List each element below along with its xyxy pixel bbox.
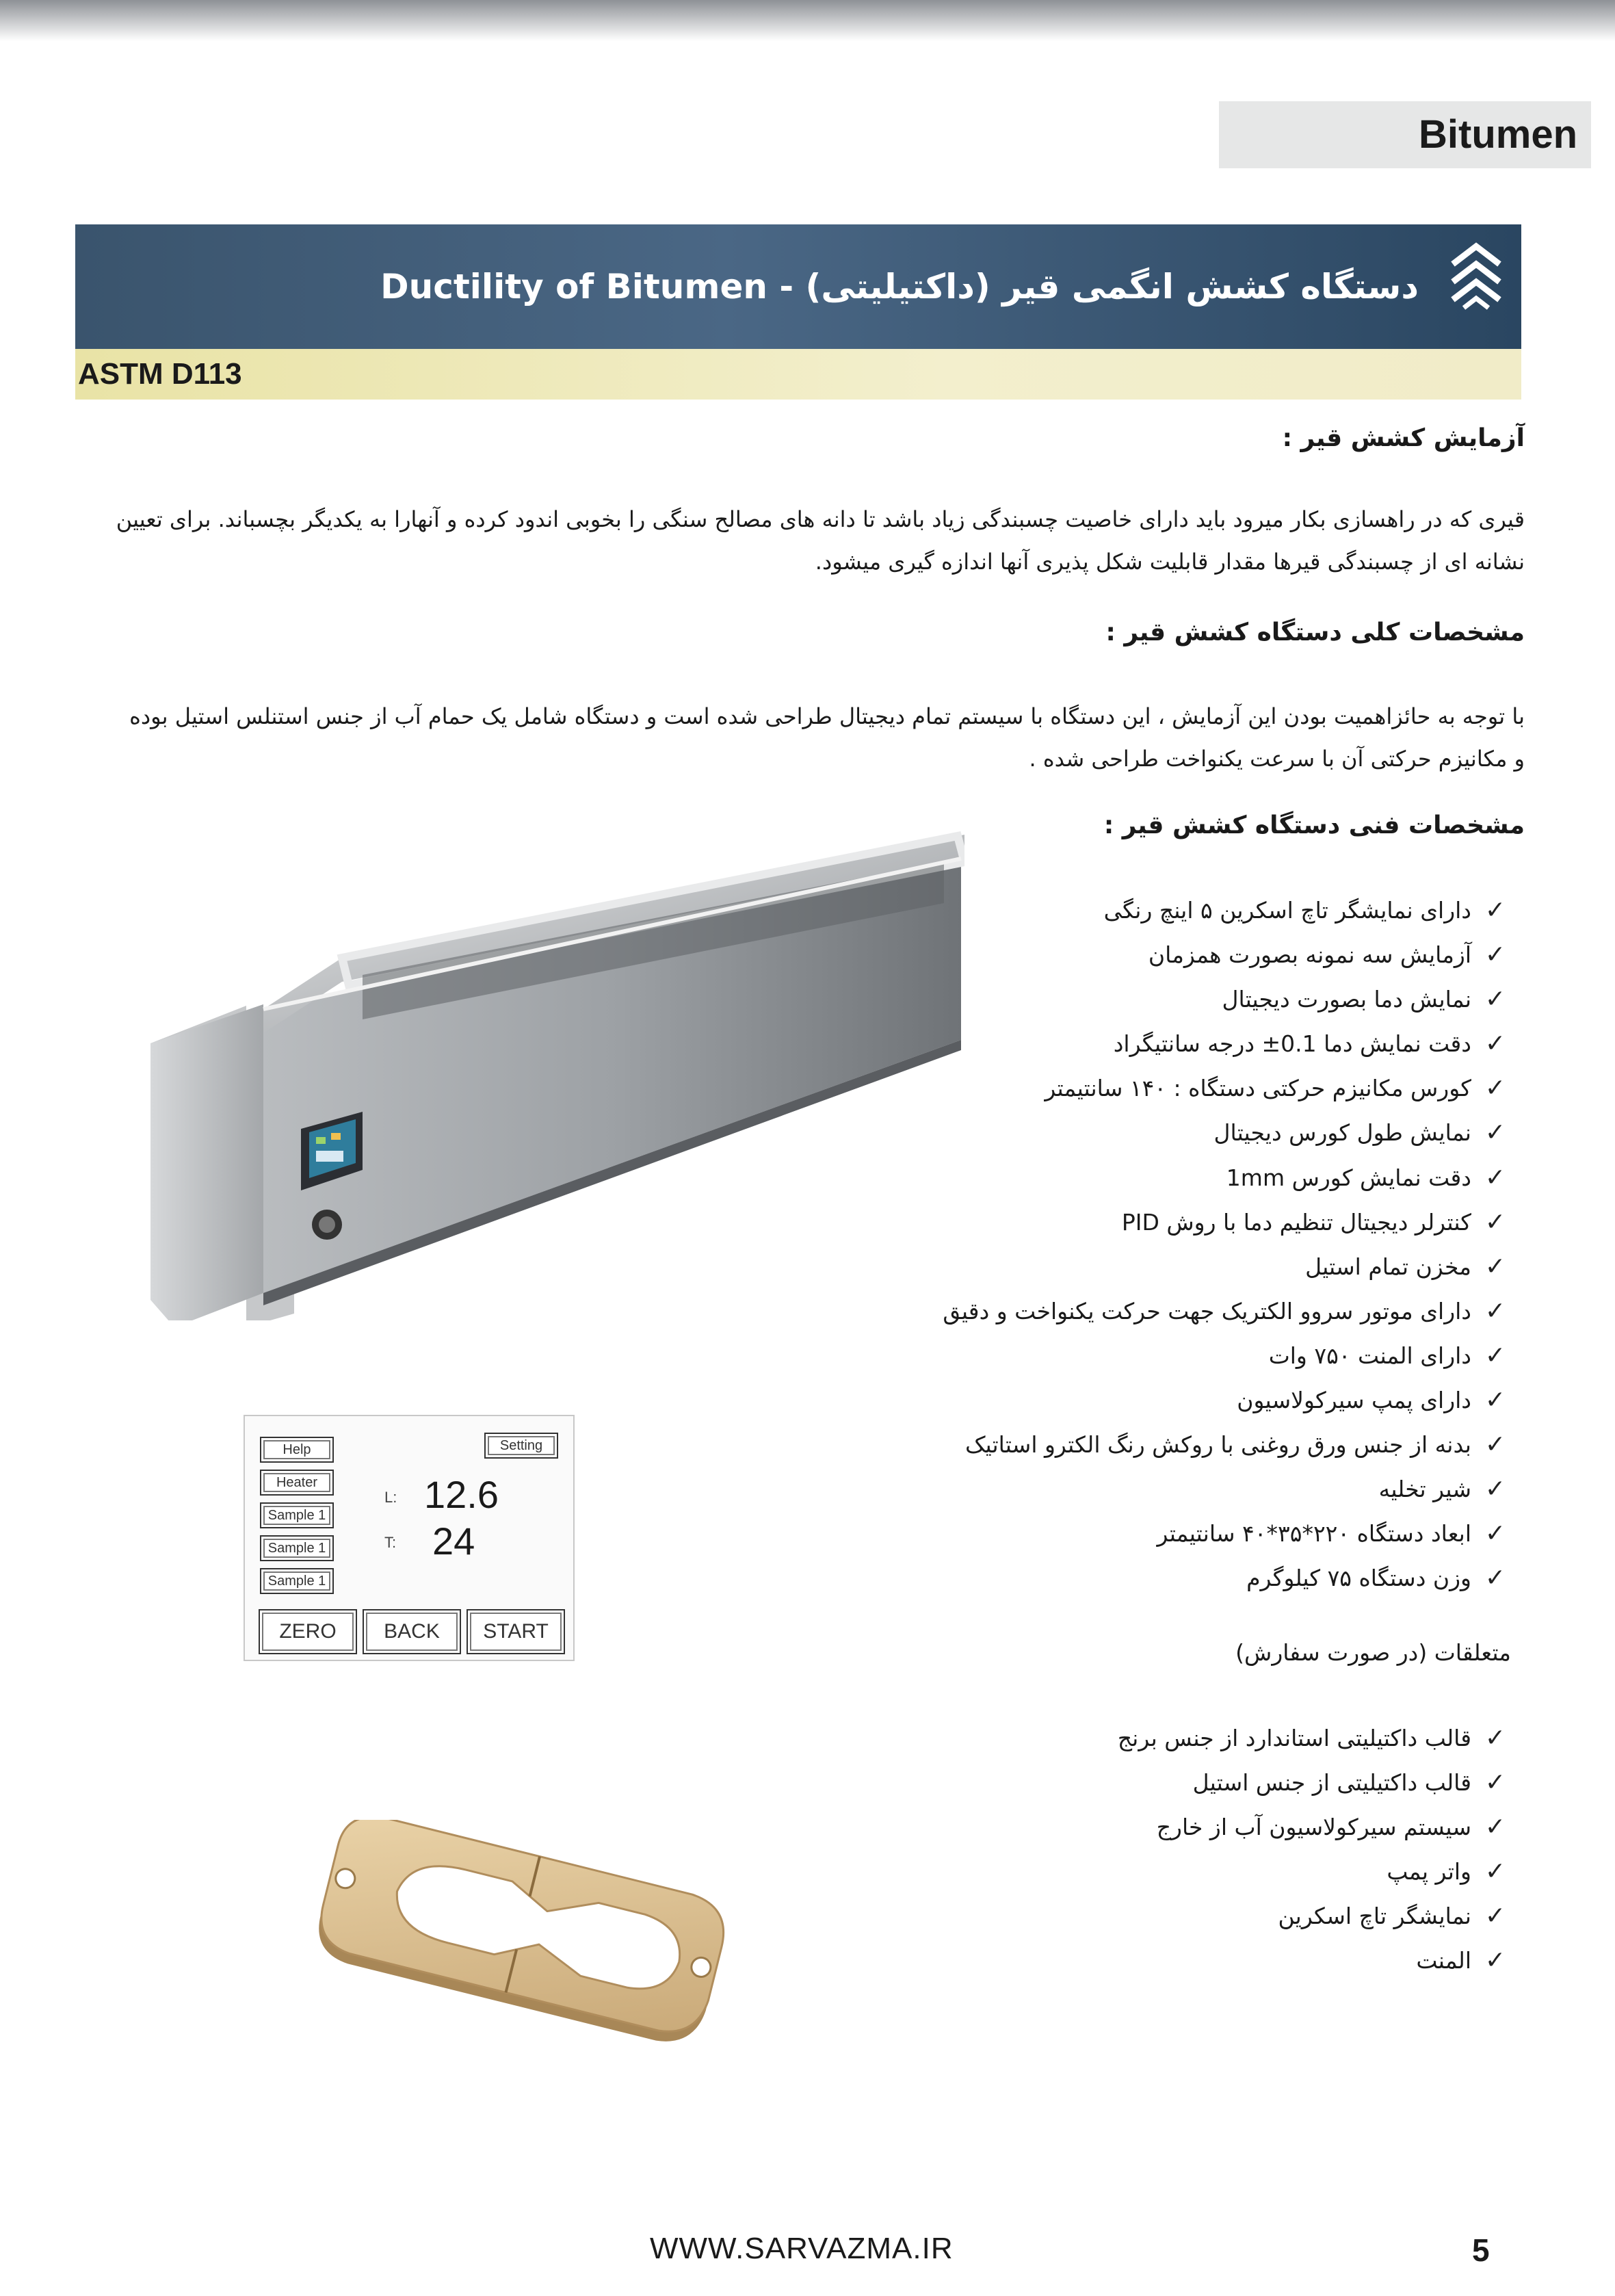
page-number: 5 [1472, 2232, 1490, 2268]
check-icon: ✓ [1484, 1857, 1506, 1886]
list-item: ✓دارای نمایشگر تاچ اسکرین ۵ اینچ رنگی [904, 888, 1519, 932]
start-button[interactable]: START [467, 1609, 565, 1654]
check-icon: ✓ [1484, 1902, 1506, 1931]
title-band [75, 224, 1521, 349]
check-icon: ✓ [1484, 896, 1506, 924]
check-icon: ✓ [1484, 1724, 1506, 1752]
list-item: ✓دارای موتور سروو الکتریک جهت حرکت یکنواخت و دقیق [904, 1289, 1519, 1333]
check-icon: ✓ [1484, 1386, 1506, 1415]
list-item: ✓ابعاد دستگاه ۲۲۰*۳۵*۴۰ سانتیمتر [904, 1511, 1519, 1556]
check-icon: ✓ [1484, 1296, 1506, 1325]
section-text-test: قیری که در راهسازی بکار میرود باید دارای خاصیت چسبندگی زیاد باشد تا دانه های مصالح سنگی را بخوبی اندود کرده و آنهارا به یکدیگر بچسباند. برای تعیین نشانه ای از چسبندگی قیرها مقدار قابلیت شکل پذیری آنها اندازه گیری میشود. [116, 506, 1525, 575]
check-icon: ✓ [1484, 1074, 1506, 1103]
chevron-stack-logo-icon [1443, 237, 1509, 319]
list-item: ✓وزن دستگاه ۷۵ کیلوگرم [904, 1556, 1519, 1600]
list-item: ✓المنت [904, 1938, 1519, 1983]
category-label: Bitumen [1219, 101, 1591, 168]
check-icon: ✓ [1484, 1564, 1506, 1593]
check-icon: ✓ [1484, 985, 1506, 1014]
help-button[interactable]: Help [260, 1437, 334, 1463]
check-icon: ✓ [1484, 1431, 1506, 1459]
check-icon: ✓ [1484, 1030, 1506, 1058]
list-item: ✓دقت نمایش دما 0.1± درجه سانتیگراد [904, 1021, 1519, 1066]
check-icon: ✓ [1484, 1208, 1506, 1236]
length-label: L: [384, 1489, 397, 1506]
list-item: ✓دارای پمپ سیرکولاسیون [904, 1378, 1519, 1422]
check-icon: ✓ [1484, 1252, 1506, 1281]
sample-2-button[interactable]: Sample 1 [260, 1535, 334, 1561]
list-item: ✓قالب داکتیلیتی از جنس استیل [904, 1760, 1519, 1805]
section-heading-general: مشخصات کلی دستگاه کشش قیر : [1105, 618, 1525, 647]
accessories-list [904, 1716, 1519, 1983]
check-icon: ✓ [1484, 1119, 1506, 1147]
check-icon: ✓ [1484, 1341, 1506, 1370]
temperature-label: T: [384, 1534, 397, 1551]
sample-1-button[interactable]: Sample 1 [260, 1502, 334, 1528]
list-item: ✓بدنه از جنس ورق روغنی با روکش رنگ الکترو استاتیک [904, 1422, 1519, 1467]
heater-button[interactable]: Heater [260, 1470, 334, 1496]
check-icon: ✓ [1484, 1813, 1506, 1842]
temperature-value: 24 [432, 1519, 475, 1563]
page-title: دستگاه کشش انگمی قیر (داکتیلیتی) - Ductility of Bitumen [380, 267, 1419, 306]
check-icon: ✓ [1484, 1163, 1506, 1192]
page-top-shadow [0, 0, 1615, 41]
list-item: ✓کنترلر دیجیتال تنظیم دما با روش PID [904, 1200, 1519, 1244]
section-text-general: با توجه به حائزاهمیت بودن این آزمایش ، این دستگاه با سیستم تمام دیجیتال طراحی شده است و دستگاه شامل یک حمام آب از جنس استنلس استیل بوده و مکانیزم حرکتی آن با سرعت یکنواخت طراحی شده . [129, 703, 1525, 772]
list-item: ✓واتر پمپ [904, 1849, 1519, 1894]
section-heading-test: آزمایش کشش قیر : [1282, 424, 1525, 452]
check-icon: ✓ [1484, 941, 1506, 969]
list-item: ✓نمایش دما بصورت دیجیتال [904, 977, 1519, 1021]
standard-band [75, 349, 1521, 400]
accessories-heading: متعلقات (در صورت سفارش) [1235, 1639, 1511, 1666]
list-item: ✓کورس مکانیزم حرکتی دستگاه : ۱۴۰ سانتیمتر [904, 1066, 1519, 1110]
list-item: ✓آزمایش سه نمونه بصورت همزمان [904, 932, 1519, 977]
back-button[interactable]: BACK [363, 1609, 461, 1654]
ductility-machine-photo [137, 821, 964, 1320]
list-item: ✓قالب داکتیلیتی استاندارد از جنس برنج [904, 1716, 1519, 1760]
list-item: ✓دقت نمایش کورس 1mm [904, 1156, 1519, 1200]
list-item: ✓نمایشگر تاچ اسکرین [904, 1894, 1519, 1938]
check-icon: ✓ [1484, 1519, 1506, 1548]
standard-code: ASTM D113 [78, 357, 242, 391]
check-icon: ✓ [1484, 1475, 1506, 1504]
setting-button[interactable]: Setting [484, 1433, 558, 1459]
zero-button[interactable]: ZERO [259, 1609, 357, 1654]
list-item: ✓مخزن تمام استیل [904, 1244, 1519, 1289]
list-item: ✓دارای المنت ۷۵۰ وات [904, 1333, 1519, 1378]
check-icon: ✓ [1484, 1769, 1506, 1797]
length-value: 12.6 [424, 1473, 499, 1516]
ductility-mold-photo [294, 1820, 746, 2052]
footer-website[interactable]: WWW.SARVAZMA.IR [650, 2232, 954, 2265]
list-item: ✓شیر تخلیه [904, 1467, 1519, 1511]
check-icon: ✓ [1484, 1946, 1506, 1975]
list-item: ✓سیستم سیرکولاسیون آب از خارج [904, 1805, 1519, 1849]
sample-3-button[interactable]: Sample 1 [260, 1568, 334, 1594]
section-heading-technical: مشخصات فنی دستگاه کشش قیر : [1103, 811, 1525, 839]
technical-spec-list [904, 888, 1519, 1601]
touch-panel-illustration [244, 1415, 575, 1661]
list-item: ✓نمایش طول کورس دیجیتال [904, 1110, 1519, 1155]
